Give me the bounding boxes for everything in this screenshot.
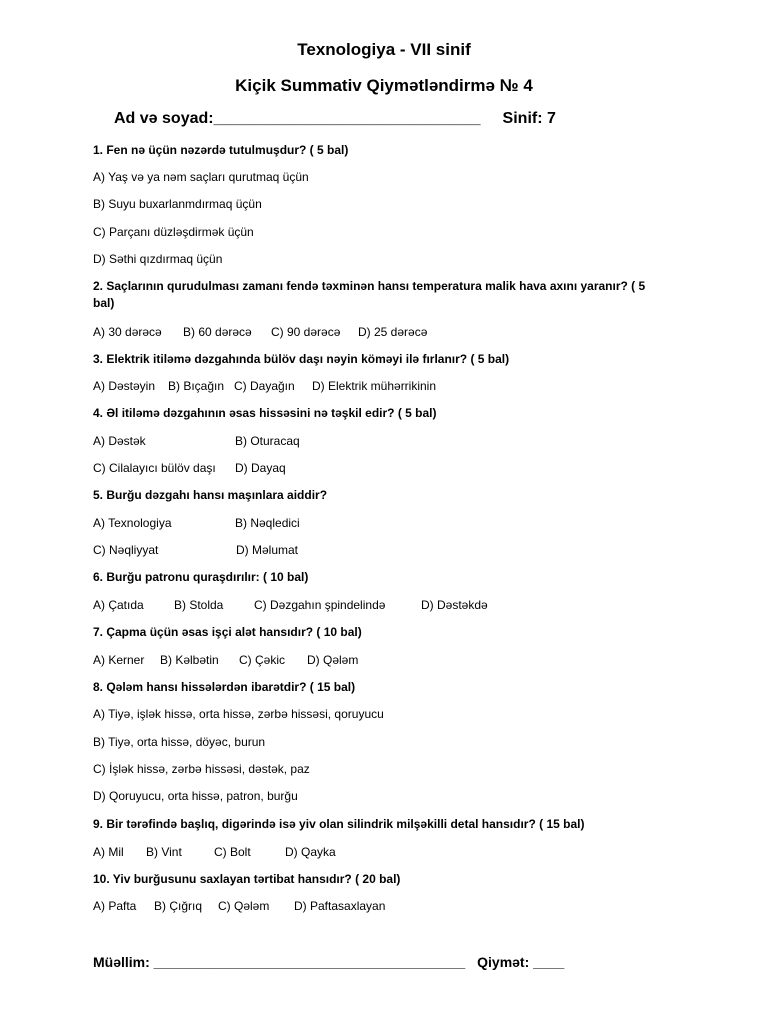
q5-option-c: C) Nəqliyyat: [93, 543, 159, 557]
q10-option-b: B) Çığrıq: [154, 899, 203, 913]
question-2: 2. Saçlarının qurudulması zamanı fendə təxminən hansı temperatura malik hava axını yaranır? ( 5 bal): [93, 279, 646, 310]
q9-option-a: A) Mil: [93, 845, 124, 859]
question-6: 6. Burğu patronu quraşdırılır: ( 10 bal): [93, 570, 309, 584]
q6-option-b: B) Stolda: [174, 598, 224, 612]
q3-option-a: A) Dəstəyin: [93, 379, 156, 393]
q5-option-a: A) Texnologiya: [93, 516, 172, 530]
q9-option-d: D) Qayka: [285, 845, 336, 859]
question-5: 5. Burğu dəzgahı hansı maşınlara aiddir?: [93, 488, 328, 502]
q6-option-a: A) Çatıda: [93, 598, 144, 612]
q7-option-c: C) Çəkic: [239, 653, 286, 667]
question-10: 10. Yiv burğusunu saxlayan tərtibat hansıdır? ( 20 bal): [93, 872, 401, 886]
question-3: 3. Elektrik itiləmə dəzgahında bülöv daşı nəyin köməyi ilə fırlanır? ( 5 bal): [93, 352, 510, 366]
q7-option-d: D) Qələm: [307, 653, 359, 667]
q4-option-b: B) Oturacaq: [235, 434, 300, 448]
q10-option-a: A) Pafta: [93, 899, 137, 913]
grade-label: Qiymət: ____: [477, 954, 565, 970]
q2-option-a: A) 30 dərəcə: [93, 325, 162, 339]
teacher-signature-label: Müəllim: ________________________________________: [93, 954, 466, 970]
q6-option-c: C) Dəzgahın şpindelində: [254, 598, 386, 612]
q3-option-c: C) Dayağın: [234, 379, 295, 393]
q4-option-a: A) Dəstək: [93, 434, 146, 448]
q9-options: [93, 845, 336, 859]
q4-options-row2: [93, 461, 286, 475]
q8-option-d: D) Qoruyucu, orta hissə, patron, burğu: [93, 789, 298, 803]
question-1: 1. Fen nə üçün nəzərdə tutulmuşdur? ( 5 bal): [93, 143, 349, 157]
page-subtitle: Kiçik Summativ Qiymətləndirmə № 4: [235, 76, 533, 95]
q10-option-c: C) Qələm: [218, 899, 270, 913]
q3-option-d: D) Elektrik mühərrikinin: [312, 379, 437, 393]
q5-option-d: D) Məlumat: [236, 543, 299, 557]
q3-options: [93, 379, 436, 393]
q5-option-b: B) Nəqledici: [235, 516, 300, 530]
q2-option-d: D) 25 dərəcə: [358, 325, 428, 339]
q2-option-c: C) 90 dərəcə: [271, 325, 341, 339]
question-4: 4. Əl itiləmə dəzgahının əsas hissəsini nə təşkil edir? ( 5 bal): [93, 406, 437, 420]
q8-option-a: A) Tiyə, işlək hissə, orta hissə, zərbə hissəsi, qoruyucu: [93, 707, 384, 721]
q8-option-b: B) Tiyə, orta hissə, döyəc, burun: [93, 735, 266, 749]
q3-option-b: B) Bıçağın: [168, 379, 225, 393]
q4-options-row1: [93, 434, 300, 448]
q1-option-a: A) Yaş və ya nəm saçları qurutmaq üçün: [93, 170, 309, 184]
signature-row: [93, 954, 564, 970]
q7-option-a: A) Kerner: [93, 653, 145, 667]
q10-option-d: D) Paftasaxlayan: [294, 899, 386, 913]
q7-options: [93, 653, 358, 667]
question-7: 7. Çapma üçün əsas işçi alət hansıdır? ( 10 bal): [93, 625, 362, 639]
q9-option-c: C) Bolt: [214, 845, 251, 859]
q5-options-row1: [93, 516, 300, 530]
name-field-label: Ad və soyad:______________________________: [114, 110, 481, 127]
q2-options: [93, 325, 427, 339]
q6-options: [93, 598, 488, 612]
q5-options-row2: [93, 543, 298, 557]
q7-option-b: B) Kəlbətin: [160, 653, 219, 667]
question-8: 8. Qələm hansı hissələrdən ibarətdir? ( 15 bal): [93, 680, 356, 694]
q4-option-d: D) Dayaq: [235, 461, 286, 475]
q1-option-d: D) Səthi qızdırmaq üçün: [93, 252, 223, 266]
question-9: 9. Bir tərəfində başlıq, digərində isə yiv olan silindrik milşəkilli detal hansıdır? ( 15 bal): [93, 817, 585, 831]
class-label: Sinif: 7: [502, 110, 556, 127]
q2-option-b: B) 60 dərəcə: [183, 325, 252, 339]
q6-option-d: D) Dəstəkdə: [421, 598, 488, 612]
q8-option-c: C) İşlək hissə, zərbə hissəsi, dəstək, paz: [93, 762, 310, 776]
q1-option-c: C) Parçanı düzləşdirmək üçün: [93, 225, 254, 239]
page-title: Texnologiya - VII sinif: [297, 40, 471, 59]
q9-option-b: B) Vint: [146, 845, 182, 859]
q1-option-b: B) Suyu buxarlanmdırmaq üçün: [93, 197, 262, 211]
q10-options: [93, 899, 385, 913]
student-info-row: [114, 110, 556, 128]
q4-option-c: C) Cilalayıcı bülöv daşı: [93, 461, 216, 475]
